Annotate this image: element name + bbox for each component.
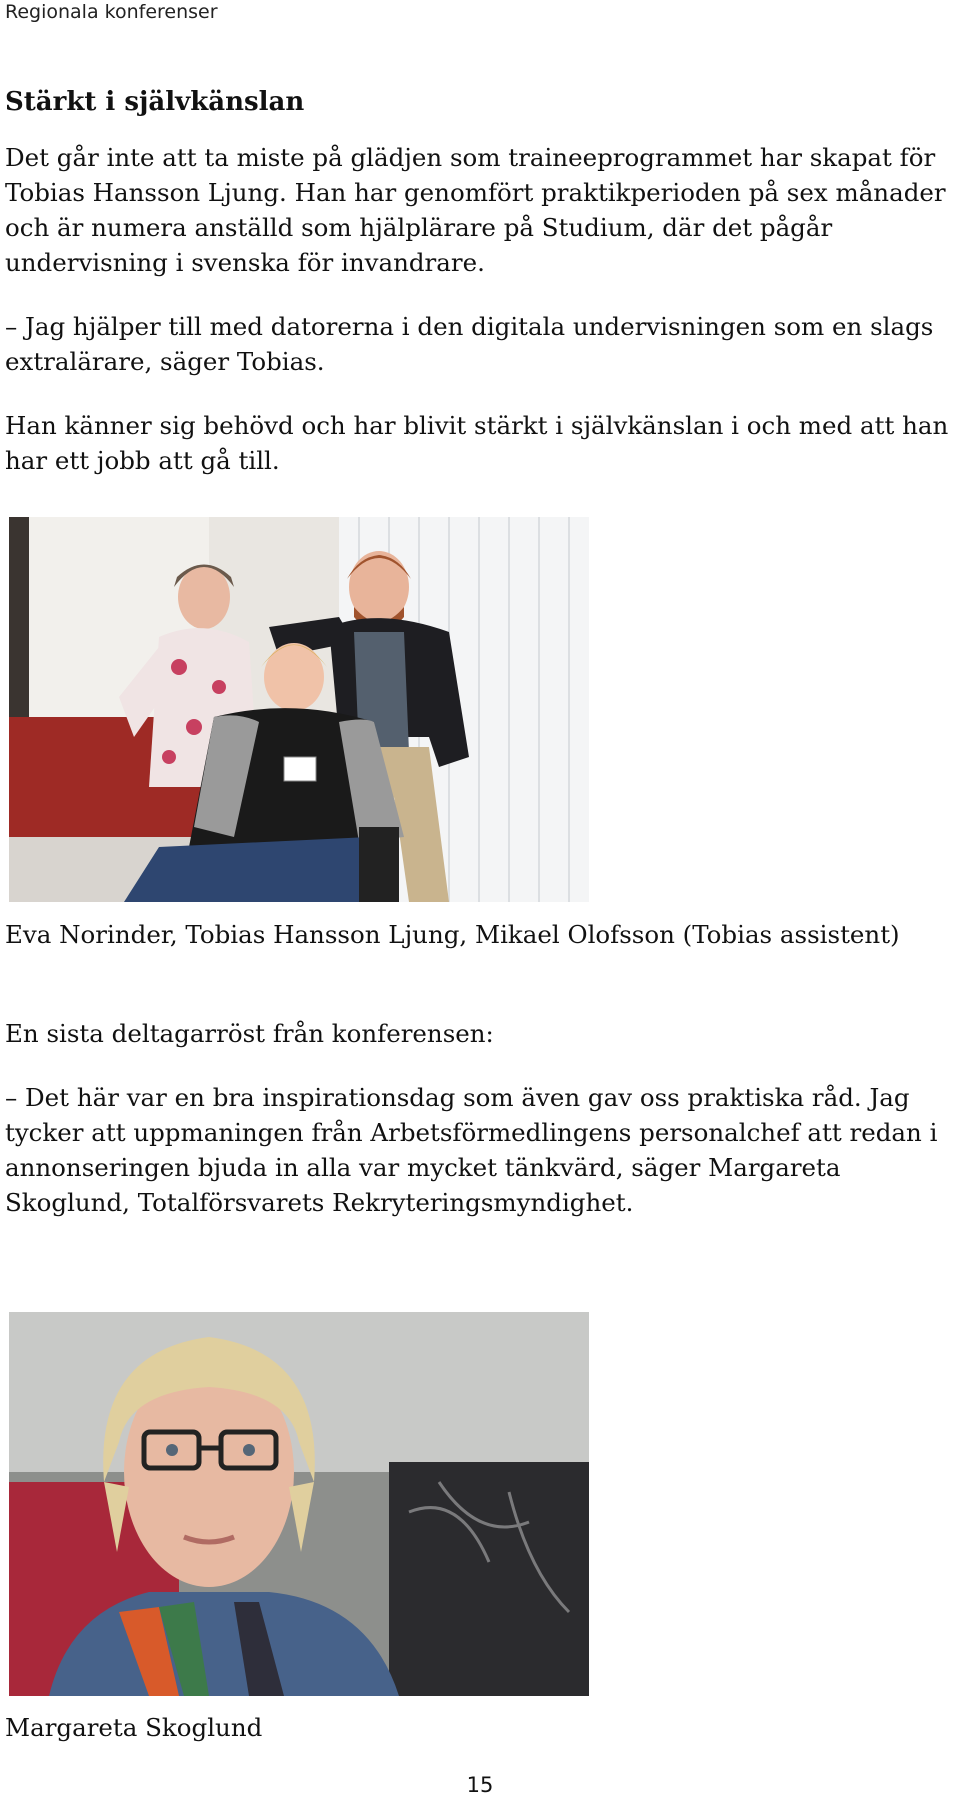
figure2-caption: Margareta Skoglund	[5, 1713, 263, 1742]
article-paragraph: Han känner sig behövd och har blivit stärkt i självkänslan i och med att han har ett jobb att gå till.	[5, 411, 949, 475]
article-heading: Stärkt i självkänslan	[5, 87, 305, 117]
running-header: Regionala konferenser	[5, 1, 218, 23]
article-paragraph: Det går inte att ta miste på glädjen som traineeprogrammet har skapat för Tobias Hansson Ljung. Han har genomfört praktikperioden på sex månader och är numera anställd som hjälplärare på Studium, där det pågår undervisning i svenska för invandrare.	[5, 143, 946, 277]
page-number: 15	[466, 1773, 494, 1797]
article-paragraph: – Jag hjälper till med datorerna i den digitala undervisningen som en slags extralärare, säger Tobias.	[5, 312, 934, 376]
group-photo	[9, 517, 589, 902]
section2-intro: En sista deltagarröst från konferensen:	[5, 1019, 494, 1048]
figure1-caption: Eva Norinder, Tobias Hansson Ljung, Mikael Olofsson (Tobias assistent)	[5, 920, 900, 949]
portrait-photo	[9, 1312, 589, 1696]
section2	[5, 1016, 955, 1220]
section2-quote: – Det här var en bra inspirationsdag som även gav oss praktiska råd. Jag tycker att uppmaningen från Arbetsförmedlingens personalchef att redan i annonseringen bjuda in alla var mycket tänkvärd, säger Margareta Skoglund, Totalförsvarets Rekryteringsmyndighet.	[5, 1083, 938, 1217]
article-body	[5, 84, 955, 507]
